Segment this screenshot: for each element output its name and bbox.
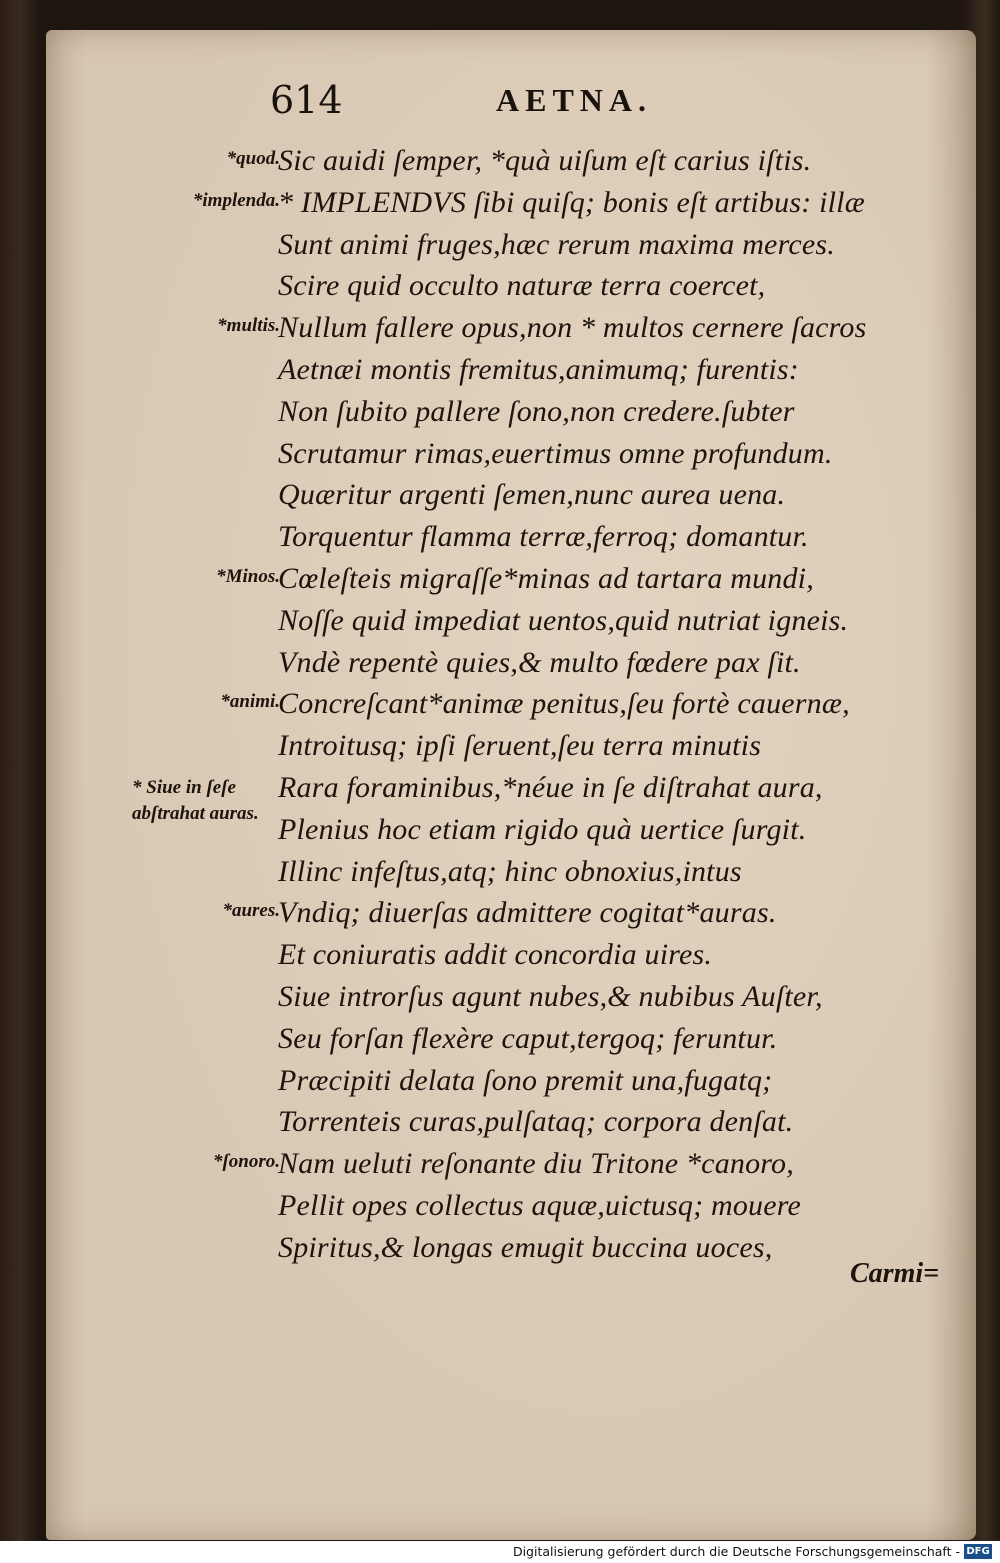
footer-credit: Digitalisierung gefördert durch die Deutsche Forschungsgemeinschaft - — [512, 1544, 960, 1559]
verse-line: Et coniuratis addit concordia uires. — [278, 938, 713, 972]
marginal-note: *implenda. — [192, 189, 280, 211]
verse-line: Noſſe quid impediat uentos,quid nutriat igneis. — [278, 603, 849, 637]
verse-line: Vndè repentè quies,& multo fœdere pax ſit. — [278, 645, 801, 679]
dfg-logo-icon: DFG — [964, 1544, 992, 1559]
verse-line: Illinc infeſtus,atq; hinc obnoxius,intus — [278, 854, 742, 888]
marginal-note: * Siue in ſeſe abſtrahat auras. — [132, 777, 259, 824]
verse-line: Vndiq; diuerſas admittere cogitat*auras. — [278, 896, 777, 930]
verse-line: Scire quid occulto naturæ terra coercet, — [278, 269, 766, 303]
marginal-note: *aures. — [222, 900, 280, 922]
marginal-note: *ſonoro. — [212, 1151, 280, 1173]
verse-line: Introitusq; ipſi ſeruent,ſeu terra minutis — [278, 729, 762, 763]
verse-line: Nam ueluti reſonante diu Tritone *canoro, — [278, 1147, 794, 1181]
verse-text — [278, 140, 958, 1269]
digitization-footer — [0, 1541, 1000, 1563]
marginal-note: *multis. — [217, 315, 280, 337]
page-header — [270, 78, 700, 128]
running-title: AETNA. — [496, 82, 653, 118]
verse-line: Quæritur argenti ſemen,nunc aurea uena. — [278, 478, 786, 512]
verse-line: Spiritus,& longas emugit buccina uoces, — [278, 1230, 773, 1264]
marginal-note: *Minos. — [216, 566, 280, 587]
verse-line: Concreſcant*animæ penitus,ſeu fortè cauernæ, — [278, 687, 850, 721]
verse-line: Cœleſteis migraſſe*minas ad tartara mundi, — [278, 561, 814, 595]
verse-line: Torquentur flamma terræ,ferroq; domantur. — [278, 520, 809, 554]
verse-line: Sic auidi ſemper, *quà uiſum eſt carius iſtis. — [278, 144, 812, 177]
verse-line: Sunt animi fruges,hæc rerum maxima merces. — [278, 227, 835, 261]
verse-line: Plenius hoc etiam rigido quà uertice ſurgit. — [278, 812, 807, 846]
verse-line: Scrutamur rimas,euertimus omne profundum. — [278, 436, 833, 470]
verse-line: Rara foraminibus,*néue in ſe diſtrahat aura, — [278, 770, 823, 804]
verse-line: Præcipiti delata ſono premit una,fugatq; — [278, 1063, 773, 1097]
page-number: 614 — [270, 78, 343, 122]
verse-line: Non ſubito pallere ſono,non credere.ſubter — [278, 394, 795, 428]
verse-line: Siue introrſus agunt nubes,& nubibus Auſter, — [278, 979, 823, 1013]
verse-line: Pellit opes collectus aquæ,uictusq; mouere — [278, 1188, 802, 1222]
verse-line: * IMPLENDVS ſibi quiſq; bonis eſt artibus: illæ — [278, 185, 865, 219]
marginal-note: *animi. — [220, 691, 280, 713]
verse-line: Torrenteis curas,pulſataq; corpora denſat. — [278, 1105, 794, 1139]
verse-line: Seu forſan flexère caput,tergoq; feruntur. — [278, 1021, 778, 1055]
verse-line: Nullum fallere opus,non * multos cernere ſacros — [278, 311, 867, 345]
catchword: Carmi= — [850, 1258, 940, 1289]
marginal-note: *quod. — [226, 148, 280, 169]
verse-line: Aetnæi montis fremitus,animumq; furentis: — [278, 352, 799, 386]
